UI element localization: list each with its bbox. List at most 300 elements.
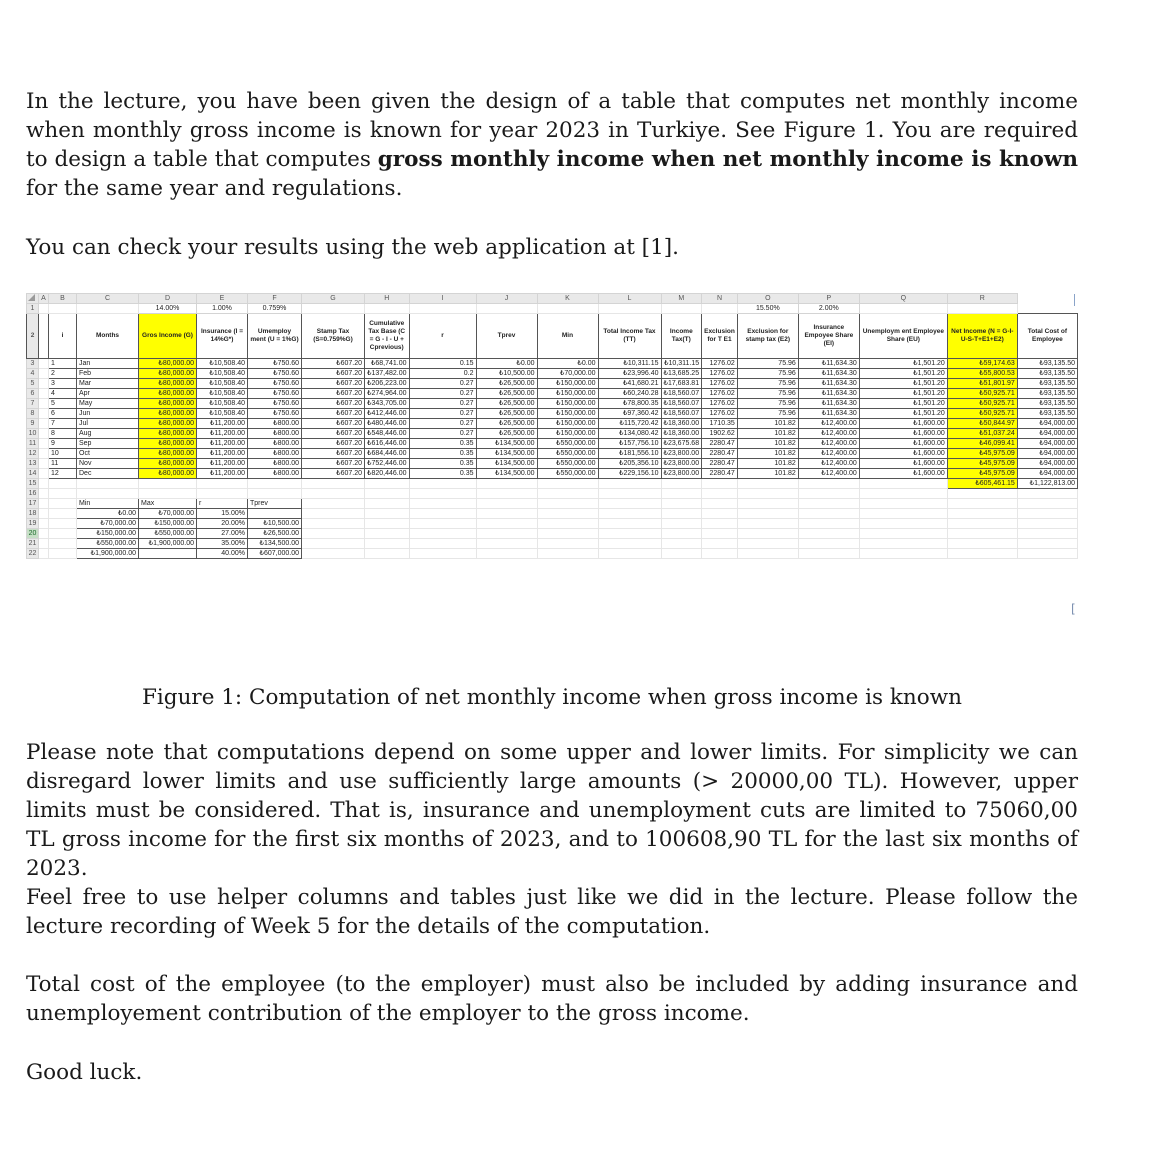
data-cell[interactable]: ₺548,446.00 — [365, 429, 410, 439]
column-header-l[interactable]: L — [598, 294, 661, 304]
rate-cell-h[interactable] — [365, 304, 410, 314]
data-cell[interactable]: ₺10,311.15 — [661, 359, 702, 369]
data-cell[interactable]: 2280.47 — [702, 459, 738, 469]
data-cell[interactable]: ₺0.00 — [537, 359, 598, 369]
bracket-cell[interactable]: ₺150,000.00 — [139, 519, 197, 529]
data-cell[interactable]: ₺150,000.00 — [537, 379, 598, 389]
empty-cell[interactable] — [1017, 489, 1077, 499]
data-cell[interactable]: ₺45,975.09 — [947, 449, 1017, 459]
data-cell[interactable]: ₺10,311.15 — [598, 359, 661, 369]
empty-cell[interactable] — [77, 479, 139, 489]
column-label-18[interactable]: Total Cost of Employee — [1017, 314, 1077, 359]
empty-cell[interactable] — [476, 539, 537, 549]
data-cell[interactable]: ₺11,200.00 — [197, 429, 248, 439]
rate-cell-f[interactable]: 0.759% — [248, 304, 302, 314]
row-number[interactable]: 22 — [27, 549, 39, 559]
data-cell[interactable]: ₺70,000.00 — [537, 369, 598, 379]
data-cell[interactable]: ₺11,200.00 — [197, 439, 248, 449]
data-cell[interactable]: ₺274,964.00 — [365, 389, 410, 399]
row-number[interactable]: 19 — [27, 519, 39, 529]
row-number[interactable]: 5 — [27, 379, 39, 389]
rate-cell-p[interactable]: 2.00% — [798, 304, 859, 314]
column-header-e[interactable]: E — [197, 294, 248, 304]
data-cell[interactable]: ₺750.60 — [248, 409, 302, 419]
data-cell[interactable]: ₺11,200.00 — [197, 459, 248, 469]
data-cell[interactable]: Aug — [77, 429, 139, 439]
data-cell[interactable]: ₺46,099.41 — [947, 439, 1017, 449]
data-cell[interactable]: ₺607.20 — [302, 389, 365, 399]
data-cell[interactable]: ₺93,135.50 — [1017, 389, 1077, 399]
data-cell[interactable]: ₺18,360.00 — [661, 419, 702, 429]
data-cell[interactable]: ₺23,800.00 — [661, 469, 702, 479]
data-cell[interactable]: 75.96 — [737, 409, 798, 419]
data-cell[interactable]: ₺12,400.00 — [798, 459, 859, 469]
data-cell[interactable]: 2 — [49, 369, 77, 379]
data-cell[interactable]: ₺750.60 — [248, 359, 302, 369]
empty-cell[interactable] — [476, 529, 537, 539]
data-cell[interactable]: ₺26,500.00 — [476, 399, 537, 409]
empty-cell[interactable] — [598, 499, 661, 509]
data-cell[interactable]: 0.15 — [409, 359, 476, 369]
column-label-14[interactable]: Exclusion for stamp tax (E2) — [737, 314, 798, 359]
empty-cell[interactable] — [1017, 529, 1077, 539]
data-cell[interactable]: ₺550,000.00 — [537, 459, 598, 469]
data-cell[interactable]: ₺80,000.00 — [139, 419, 197, 429]
data-cell[interactable]: ₺607.20 — [302, 469, 365, 479]
data-cell[interactable]: ₺60,240.28 — [598, 389, 661, 399]
empty-cell[interactable] — [661, 499, 702, 509]
empty-cell[interactable] — [248, 489, 302, 499]
data-cell[interactable]: ₺23,800.00 — [661, 459, 702, 469]
column-label-1[interactable]: i — [49, 314, 77, 359]
rate-cell-r[interactable] — [947, 304, 1017, 314]
data-cell[interactable]: ₺1,600.00 — [859, 429, 947, 439]
data-cell[interactable]: ₺23,996.40 — [598, 369, 661, 379]
column-label-17[interactable]: Net Income (N = G-I-U-S-T+E1+E2) — [947, 314, 1017, 359]
data-cell[interactable]: ₺607.20 — [302, 419, 365, 429]
data-cell[interactable]: 1710.35 — [702, 419, 738, 429]
data-cell[interactable]: ₺18,560.07 — [661, 389, 702, 399]
empty-cell[interactable] — [476, 509, 537, 519]
bracket-header[interactable]: r — [197, 499, 248, 509]
total-cost-sum[interactable]: ₺1,122,813.00 — [1017, 479, 1077, 489]
column-label-4[interactable]: Insurance (I = 14%G*) — [197, 314, 248, 359]
data-cell[interactable]: ₺11,634.30 — [798, 399, 859, 409]
data-cell[interactable]: ₺94,000.00 — [1017, 459, 1077, 469]
data-cell[interactable]: ₺1,600.00 — [859, 469, 947, 479]
empty-cell[interactable] — [409, 509, 476, 519]
empty-cell[interactable] — [49, 479, 77, 489]
data-cell[interactable]: ₺11,634.30 — [798, 379, 859, 389]
data-cell[interactable]: ₺1,501.20 — [859, 359, 947, 369]
empty-cell[interactable] — [537, 549, 598, 559]
column-resize-handle[interactable] — [1074, 294, 1075, 306]
empty-cell[interactable] — [49, 509, 77, 519]
rate-cell-e[interactable]: 1.00% — [197, 304, 248, 314]
empty-cell[interactable] — [302, 549, 365, 559]
data-cell[interactable]: ₺150,000.00 — [537, 429, 598, 439]
empty-cell[interactable] — [737, 479, 798, 489]
row-number[interactable]: 3 — [27, 359, 39, 369]
data-cell[interactable]: ₺607.20 — [302, 429, 365, 439]
column-label-10[interactable]: Min — [537, 314, 598, 359]
data-cell[interactable]: ₺616,446.00 — [365, 439, 410, 449]
empty-cell[interactable] — [947, 509, 1017, 519]
data-cell[interactable]: ₺93,135.50 — [1017, 379, 1077, 389]
empty-cell[interactable] — [409, 479, 476, 489]
row-number[interactable]: 1 — [27, 304, 39, 314]
bracket-cell[interactable]: ₺607,000.00 — [248, 549, 302, 559]
data-cell[interactable]: ₺1,501.20 — [859, 399, 947, 409]
cell-a[interactable] — [39, 389, 49, 399]
empty-cell[interactable] — [859, 519, 947, 529]
bracket-cell[interactable]: ₺550,000.00 — [139, 529, 197, 539]
data-cell[interactable]: Jul — [77, 419, 139, 429]
data-cell[interactable]: ₺12,400.00 — [798, 419, 859, 429]
data-cell[interactable]: Jun — [77, 409, 139, 419]
data-cell[interactable]: ₺78,800.35 — [598, 399, 661, 409]
data-cell[interactable]: ₺150,000.00 — [537, 389, 598, 399]
bracket-header[interactable]: Min — [77, 499, 139, 509]
column-label-13[interactable]: Exclusion for T E1 — [702, 314, 738, 359]
empty-cell[interactable] — [598, 529, 661, 539]
column-header-m[interactable]: M — [661, 294, 702, 304]
column-label-2[interactable]: Months — [77, 314, 139, 359]
data-cell[interactable]: 101.82 — [737, 419, 798, 429]
data-cell[interactable]: 0.35 — [409, 469, 476, 479]
bracket-cell[interactable]: 27.00% — [197, 529, 248, 539]
rate-cell-l[interactable] — [598, 304, 661, 314]
rate-cell-a[interactable] — [39, 304, 49, 314]
column-label-9[interactable]: Tprev — [476, 314, 537, 359]
empty-cell[interactable] — [39, 529, 49, 539]
data-cell[interactable]: ₺93,135.50 — [1017, 359, 1077, 369]
data-cell[interactable]: ₺150,000.00 — [537, 419, 598, 429]
data-cell[interactable]: 11 — [49, 459, 77, 469]
empty-cell[interactable] — [661, 539, 702, 549]
empty-cell[interactable] — [798, 549, 859, 559]
row-number[interactable]: 14 — [27, 469, 39, 479]
data-cell[interactable]: ₺750.60 — [248, 379, 302, 389]
empty-cell[interactable] — [537, 539, 598, 549]
row-number[interactable]: 12 — [27, 449, 39, 459]
data-cell[interactable]: Sep — [77, 439, 139, 449]
data-cell[interactable]: ₺80,000.00 — [139, 429, 197, 439]
data-cell[interactable]: ₺11,634.30 — [798, 389, 859, 399]
empty-cell[interactable] — [39, 509, 49, 519]
bracket-cell[interactable]: 35.00% — [197, 539, 248, 549]
empty-cell[interactable] — [537, 509, 598, 519]
data-cell[interactable]: 75.96 — [737, 359, 798, 369]
data-cell[interactable]: 0.27 — [409, 409, 476, 419]
empty-cell[interactable] — [798, 509, 859, 519]
empty-cell[interactable] — [598, 519, 661, 529]
empty-cell[interactable] — [598, 489, 661, 499]
row-number[interactable]: 16 — [27, 489, 39, 499]
data-cell[interactable]: 0.35 — [409, 439, 476, 449]
bracket-cell[interactable]: 15.00% — [197, 509, 248, 519]
data-cell[interactable]: 4 — [49, 389, 77, 399]
column-label-11[interactable]: Total Income Tax (TT) — [598, 314, 661, 359]
row-number[interactable]: 10 — [27, 429, 39, 439]
empty-cell[interactable] — [537, 519, 598, 529]
data-cell[interactable]: ₺45,975.09 — [947, 469, 1017, 479]
column-header-j[interactable]: J — [476, 294, 537, 304]
empty-cell[interactable] — [302, 519, 365, 529]
empty-cell[interactable] — [537, 489, 598, 499]
data-cell[interactable]: ₺229,156.10 — [598, 469, 661, 479]
empty-cell[interactable] — [409, 499, 476, 509]
empty-cell[interactable] — [139, 479, 197, 489]
data-cell[interactable]: ₺50,925.71 — [947, 409, 1017, 419]
empty-cell[interactable] — [77, 489, 139, 499]
cell-a[interactable] — [39, 459, 49, 469]
data-cell[interactable]: ₺1,600.00 — [859, 419, 947, 429]
row-number[interactable]: 6 — [27, 389, 39, 399]
empty-cell[interactable] — [302, 529, 365, 539]
bracket-cell[interactable] — [139, 549, 197, 559]
empty-cell[interactable] — [365, 509, 410, 519]
data-cell[interactable]: ₺18,560.07 — [661, 399, 702, 409]
data-cell[interactable]: ₺750.60 — [248, 389, 302, 399]
empty-cell[interactable] — [661, 529, 702, 539]
data-cell[interactable]: ₺607.20 — [302, 449, 365, 459]
data-cell[interactable]: 9 — [49, 439, 77, 449]
data-cell[interactable]: ₺607.20 — [302, 409, 365, 419]
empty-cell[interactable] — [859, 489, 947, 499]
bracket-cell[interactable]: ₺10,500.00 — [248, 519, 302, 529]
empty-cell[interactable] — [39, 549, 49, 559]
data-cell[interactable]: ₺26,500.00 — [476, 429, 537, 439]
empty-cell[interactable] — [702, 489, 738, 499]
empty-cell[interactable] — [947, 519, 1017, 529]
empty-cell[interactable] — [702, 529, 738, 539]
column-label-12[interactable]: Income Tax(T) — [661, 314, 702, 359]
data-cell[interactable]: ₺59,174.63 — [947, 359, 1017, 369]
column-header-a[interactable]: A — [39, 294, 49, 304]
data-cell[interactable]: ₺17,683.81 — [661, 379, 702, 389]
rate-cell-q[interactable] — [859, 304, 947, 314]
bracket-header[interactable]: Tprev — [248, 499, 302, 509]
empty-cell[interactable] — [409, 489, 476, 499]
data-cell[interactable]: 1902.62 — [702, 429, 738, 439]
data-cell[interactable]: ₺134,500.00 — [476, 469, 537, 479]
data-cell[interactable]: ₺10,508.40 — [197, 389, 248, 399]
data-cell[interactable]: 0.27 — [409, 389, 476, 399]
data-cell[interactable]: ₺11,634.30 — [798, 369, 859, 379]
data-cell[interactable]: 101.82 — [737, 449, 798, 459]
data-cell[interactable]: ₺10,500.00 — [476, 369, 537, 379]
cell-a[interactable] — [39, 469, 49, 479]
bracket-cell[interactable]: ₺0.00 — [77, 509, 139, 519]
data-cell[interactable]: ₺12,400.00 — [798, 469, 859, 479]
data-cell[interactable]: ₺684,446.00 — [365, 449, 410, 459]
rate-cell-b[interactable] — [49, 304, 77, 314]
column-label-15[interactable]: Insurance Empoyee Share (EI) — [798, 314, 859, 359]
empty-cell[interactable] — [365, 479, 410, 489]
empty-cell[interactable] — [737, 539, 798, 549]
data-cell[interactable]: ₺10,508.40 — [197, 369, 248, 379]
row-number[interactable]: 9 — [27, 419, 39, 429]
data-cell[interactable]: 75.96 — [737, 399, 798, 409]
data-cell[interactable]: ₺80,000.00 — [139, 369, 197, 379]
data-cell[interactable]: May — [77, 399, 139, 409]
data-cell[interactable]: ₺80,000.00 — [139, 459, 197, 469]
column-header-n[interactable]: N — [702, 294, 738, 304]
data-cell[interactable]: ₺480,446.00 — [365, 419, 410, 429]
empty-cell[interactable] — [537, 499, 598, 509]
empty-cell[interactable] — [661, 509, 702, 519]
column-label-6[interactable]: Stamp Tax (S=0.759%G) — [302, 314, 365, 359]
row-number[interactable]: 4 — [27, 369, 39, 379]
column-header-q[interactable]: Q — [859, 294, 947, 304]
data-cell[interactable]: ₺550,000.00 — [537, 449, 598, 459]
data-cell[interactable]: 101.82 — [737, 429, 798, 439]
data-cell[interactable]: 1276.02 — [702, 409, 738, 419]
cell-a[interactable] — [39, 419, 49, 429]
empty-cell[interactable] — [702, 499, 738, 509]
column-header-c[interactable]: C — [77, 294, 139, 304]
empty-cell[interactable] — [248, 479, 302, 489]
data-cell[interactable]: 8 — [49, 429, 77, 439]
rate-cell-g[interactable] — [302, 304, 365, 314]
data-cell[interactable]: ₺68,741.00 — [365, 359, 410, 369]
empty-cell[interactable] — [1017, 549, 1077, 559]
data-cell[interactable]: ₺94,000.00 — [1017, 439, 1077, 449]
data-cell[interactable]: ₺607.20 — [302, 399, 365, 409]
data-cell[interactable]: ₺50,844.97 — [947, 419, 1017, 429]
data-cell[interactable]: ₺1,600.00 — [859, 459, 947, 469]
empty-cell[interactable] — [598, 509, 661, 519]
data-cell[interactable]: ₺50,925.71 — [947, 399, 1017, 409]
data-cell[interactable]: ₺150,000.00 — [537, 409, 598, 419]
empty-cell[interactable] — [537, 529, 598, 539]
data-cell[interactable]: ₺752,446.00 — [365, 459, 410, 469]
data-cell[interactable]: ₺134,500.00 — [476, 459, 537, 469]
row-number[interactable]: 8 — [27, 409, 39, 419]
data-cell[interactable]: 0.27 — [409, 419, 476, 429]
data-cell[interactable]: ₺26,500.00 — [476, 409, 537, 419]
cell-a[interactable] — [39, 429, 49, 439]
cell-a[interactable] — [39, 379, 49, 389]
cell-a[interactable] — [39, 409, 49, 419]
empty-cell[interactable] — [702, 479, 738, 489]
empty-cell[interactable] — [798, 539, 859, 549]
data-cell[interactable]: 5 — [49, 399, 77, 409]
data-cell[interactable]: ₺607.20 — [302, 379, 365, 389]
data-cell[interactable]: ₺51,037.24 — [947, 429, 1017, 439]
data-cell[interactable]: 7 — [49, 419, 77, 429]
empty-cell[interactable] — [947, 549, 1017, 559]
empty-cell[interactable] — [1017, 539, 1077, 549]
data-cell[interactable]: 1276.02 — [702, 399, 738, 409]
data-cell[interactable]: 101.82 — [737, 459, 798, 469]
column-header-o[interactable]: O — [737, 294, 798, 304]
empty-cell[interactable] — [859, 539, 947, 549]
empty-cell[interactable] — [702, 509, 738, 519]
data-cell[interactable]: ₺11,200.00 — [197, 419, 248, 429]
data-cell[interactable]: 0.35 — [409, 449, 476, 459]
bracket-cell[interactable]: ₺70,000.00 — [139, 509, 197, 519]
data-cell[interactable]: ₺800.00 — [248, 459, 302, 469]
data-cell[interactable]: ₺1,501.20 — [859, 409, 947, 419]
data-cell[interactable]: ₺80,000.00 — [139, 439, 197, 449]
empty-cell[interactable] — [947, 529, 1017, 539]
empty-cell[interactable] — [39, 539, 49, 549]
data-cell[interactable]: ₺800.00 — [248, 419, 302, 429]
empty-cell[interactable] — [476, 499, 537, 509]
data-cell[interactable]: 1276.02 — [702, 369, 738, 379]
data-cell[interactable]: ₺80,000.00 — [139, 399, 197, 409]
empty-cell[interactable] — [409, 539, 476, 549]
empty-cell[interactable] — [302, 489, 365, 499]
column-header-i[interactable]: I — [409, 294, 476, 304]
empty-cell[interactable] — [737, 529, 798, 539]
empty-cell[interactable] — [737, 509, 798, 519]
column-label-7[interactable]: Cumulative Tax Base (C = G - I - U + Cprevious) — [365, 314, 410, 359]
row-number[interactable]: 2 — [27, 314, 39, 359]
data-cell[interactable]: ₺10,508.40 — [197, 359, 248, 369]
cell-a[interactable] — [39, 439, 49, 449]
data-cell[interactable]: ₺181,556.10 — [598, 449, 661, 459]
cell-a[interactable] — [39, 369, 49, 379]
empty-cell[interactable] — [49, 539, 77, 549]
data-cell[interactable]: ₺93,135.50 — [1017, 399, 1077, 409]
data-cell[interactable]: ₺10,508.40 — [197, 409, 248, 419]
bracket-cell[interactable] — [248, 509, 302, 519]
data-cell[interactable]: ₺10,508.40 — [197, 399, 248, 409]
data-cell[interactable]: ₺10,508.40 — [197, 379, 248, 389]
data-cell[interactable]: ₺607.20 — [302, 459, 365, 469]
empty-cell[interactable] — [661, 519, 702, 529]
empty-cell[interactable] — [365, 499, 410, 509]
rate-cell-d[interactable]: 14.00% — [139, 304, 197, 314]
data-cell[interactable]: ₺1,600.00 — [859, 449, 947, 459]
data-cell[interactable]: 0.2 — [409, 369, 476, 379]
empty-cell[interactable] — [1017, 499, 1077, 509]
data-cell[interactable]: ₺607.20 — [302, 369, 365, 379]
data-cell[interactable]: ₺12,400.00 — [798, 429, 859, 439]
empty-cell[interactable] — [737, 499, 798, 509]
bracket-cell[interactable]: 40.00% — [197, 549, 248, 559]
data-cell[interactable]: ₺94,000.00 — [1017, 449, 1077, 459]
data-cell[interactable]: ₺50,925.71 — [947, 389, 1017, 399]
empty-cell[interactable] — [302, 509, 365, 519]
empty-cell[interactable] — [702, 539, 738, 549]
data-cell[interactable]: ₺800.00 — [248, 439, 302, 449]
empty-cell[interactable] — [859, 499, 947, 509]
empty-cell[interactable] — [798, 519, 859, 529]
data-cell[interactable]: ₺550,000.00 — [537, 469, 598, 479]
rate-cell-o[interactable]: 15.50% — [737, 304, 798, 314]
empty-cell[interactable] — [661, 549, 702, 559]
data-cell[interactable]: 1 — [49, 359, 77, 369]
empty-cell[interactable] — [859, 509, 947, 519]
empty-cell[interactable] — [365, 549, 410, 559]
data-cell[interactable]: ₺13,685.25 — [661, 369, 702, 379]
data-cell[interactable]: Oct — [77, 449, 139, 459]
column-header-h[interactable]: H — [365, 294, 410, 304]
data-cell[interactable]: Feb — [77, 369, 139, 379]
data-cell[interactable]: ₺607.20 — [302, 359, 365, 369]
empty-cell[interactable] — [598, 479, 661, 489]
bracket-cell[interactable]: ₺134,500.00 — [248, 539, 302, 549]
data-cell[interactable]: ₺23,675.68 — [661, 439, 702, 449]
empty-cell[interactable] — [1017, 509, 1077, 519]
data-cell[interactable]: ₺45,975.09 — [947, 459, 1017, 469]
data-cell[interactable]: ₺157,756.10 — [598, 439, 661, 449]
empty-cell[interactable] — [947, 499, 1017, 509]
